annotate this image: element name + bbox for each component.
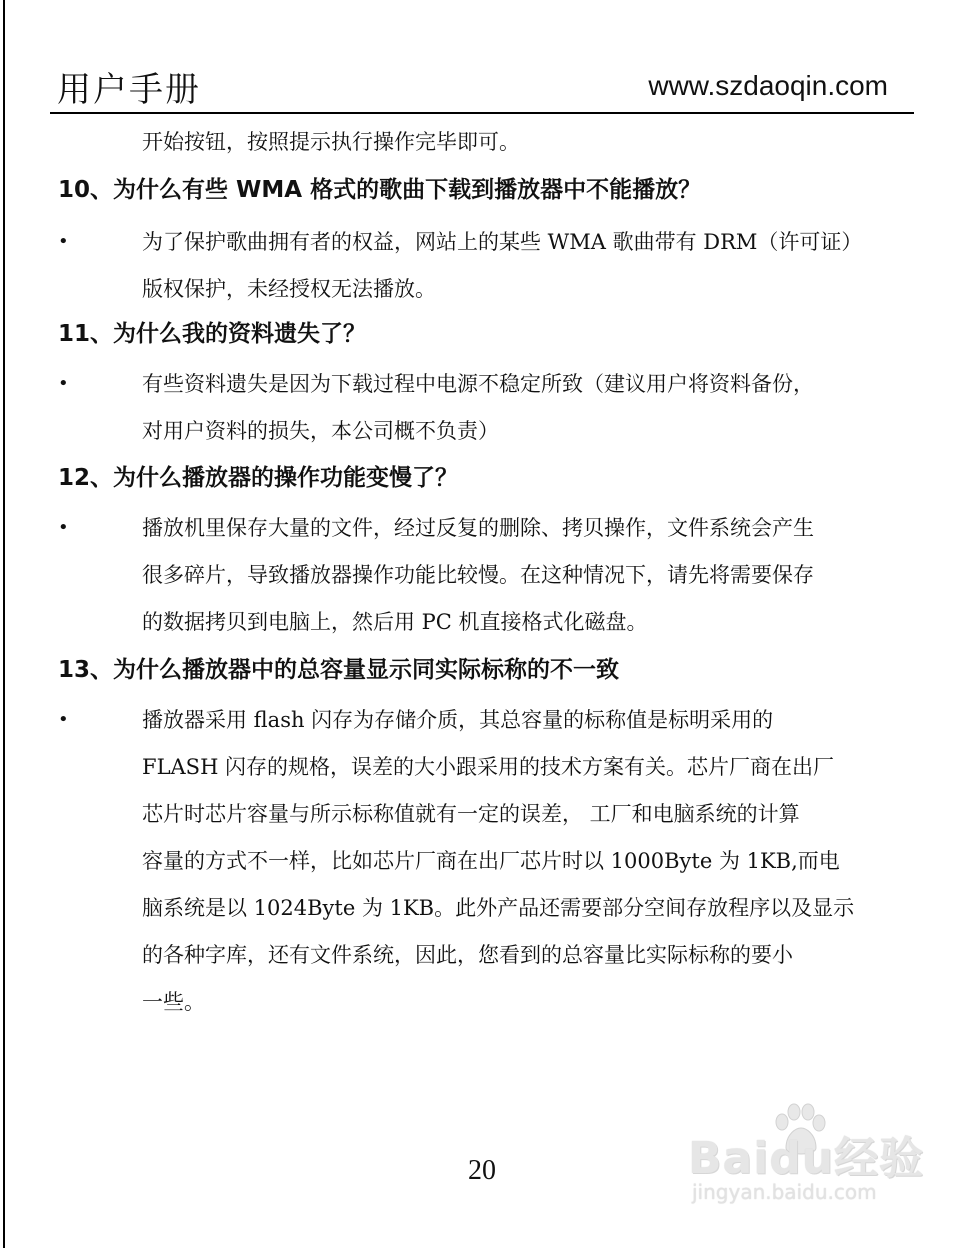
faq-answer-11-line-2: 对用户资料的损失，本公司概不负责）	[142, 419, 499, 443]
bullet-12: •	[58, 517, 69, 538]
page-left-border	[3, 0, 5, 1248]
faq-heading-12: 12、为什么播放器的操作功能变慢了？	[58, 465, 459, 491]
faq-answer-13-line-5: 脑系统是以 1024Byte 为 1KB。此外产品还需要部分空间存放程序以及显示	[142, 896, 855, 920]
faq-heading-10: 10、为什么有些 WMA 格式的歌曲下载到播放器中不能播放？	[58, 177, 702, 203]
faq-answer-11-line-1: 有些资料遗失是因为下载过程中电源不稳定所致（建议用户将资料备份，	[142, 372, 814, 396]
watermark-url: jingyan.baidu.com	[692, 1180, 877, 1204]
page-number: 20	[468, 1155, 496, 1186]
faq-answer-13-line-4: 容量的方式不一样，比如芯片厂商在出厂芯片时以 1000Byte 为 1KB,而电	[142, 849, 840, 873]
bullet-10: •	[58, 231, 69, 252]
faq-answer-10-line-1: 为了保护歌曲拥有者的权益，网站上的某些 WMA 歌曲带有 DRM（许可证）	[142, 230, 863, 254]
intro-line: 开始按钮，按照提示执行操作完毕即可。	[142, 130, 520, 154]
bullet-13: •	[58, 709, 69, 730]
faq-heading-11: 11、为什么我的资料遗失了？	[58, 321, 367, 347]
faq-answer-13-line-1: 播放器采用 flash 闪存为存储介质，其总容量的标称值是标明采用的	[142, 708, 774, 732]
manual-title: 用户手册	[57, 70, 201, 110]
bullet-11: •	[58, 373, 69, 394]
faq-answer-12-line-1: 播放机里保存大量的文件，经过反复的删除、拷贝操作，文件系统会产生	[142, 516, 814, 540]
faq-answer-12-line-2: 很多碎片，导致播放器操作功能比较慢。在这种情况下，请先将需要保存	[142, 563, 814, 587]
faq-answer-13-line-7: 一些。	[142, 990, 205, 1014]
faq-answer-13-line-2: FLASH 闪存的规格，误差的大小跟采用的技术方案有关。芯片厂商在出厂	[142, 755, 835, 779]
faq-heading-13: 13、为什么播放器中的总容量显示同实际标称的不一致	[58, 657, 620, 683]
header-divider	[50, 112, 914, 114]
watermark-logo-text: Baidu经验	[688, 1133, 925, 1184]
faq-answer-10-line-2: 版权保护，未经授权无法播放。	[142, 277, 436, 301]
faq-answer-13-line-3: 芯片时芯片容量与所示标称值就有一定的误差， 工厂和电脑系统的计算	[142, 802, 800, 826]
faq-answer-13-line-6: 的各种字库，还有文件系统，因此，您看到的总容量比实际标称的要小	[142, 943, 793, 967]
faq-answer-12-line-3: 的数据拷贝到电脑上，然后用 PC 机直接格式化磁盘。	[142, 610, 648, 634]
baidu-jingyan-watermark	[670, 1100, 925, 1240]
website-url: www.szdaoqin.com	[648, 70, 888, 101]
